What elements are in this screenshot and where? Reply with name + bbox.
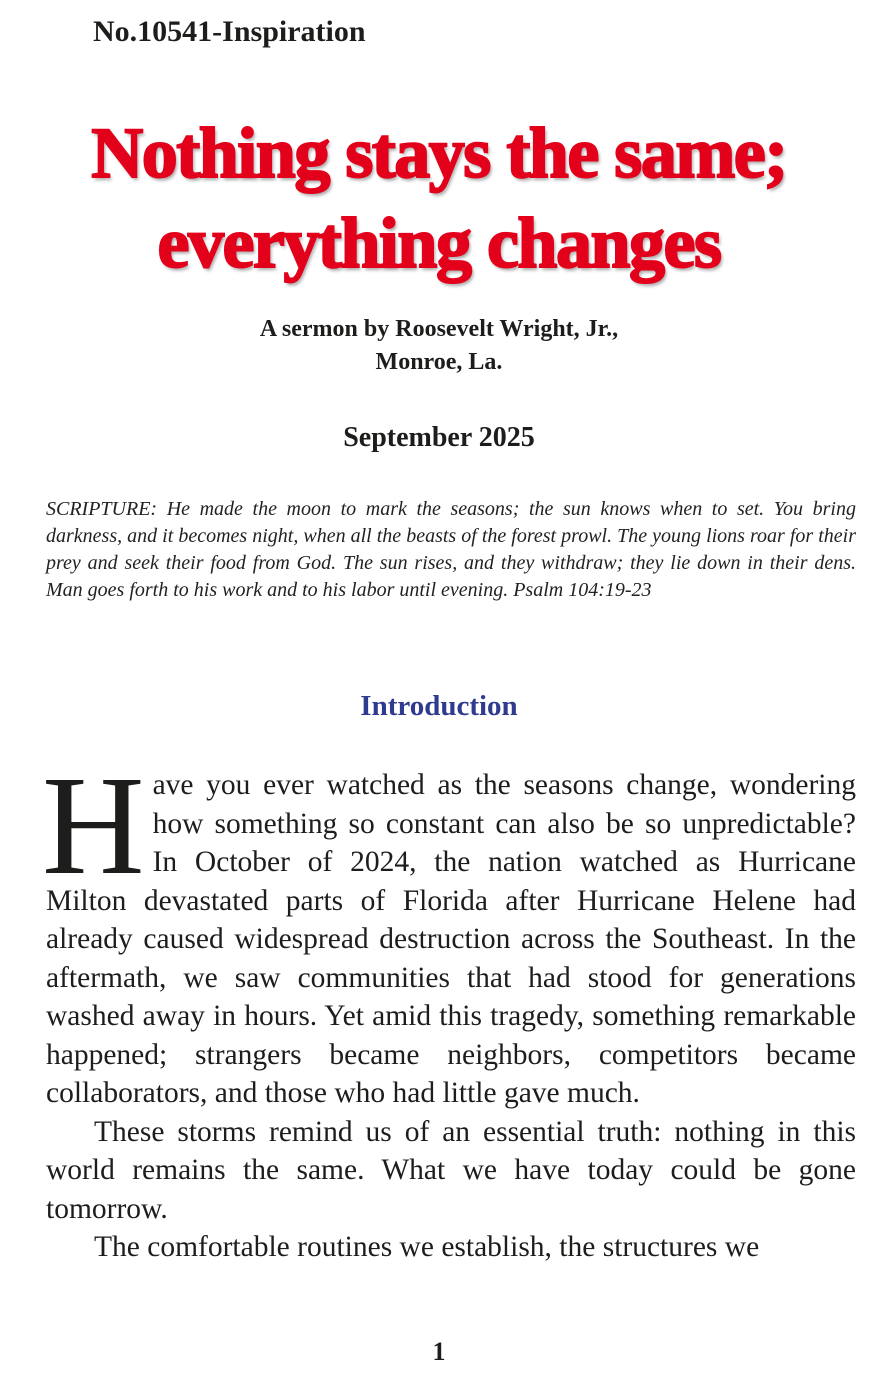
document-number: No.10541-Inspiration: [93, 15, 366, 48]
paragraph-text: ave you ever watched as the seasons change, wondering how something so constant can also be so unpredictable? In October of 2024, the nation watched as Hurricane Milton devastated parts of Florida after Hurricane Helene had already caused widespread destruction across the Southeast. In the aftermath, we saw communities that had stood for generations washed away in hours. Yet amid this tragedy, something remarkable happened; strangers became neighbors, competitors became collaborators, and those who had little gave much.: [46, 769, 856, 1109]
sermon-date: September 2025: [343, 422, 535, 453]
page-number: 1: [432, 1337, 446, 1366]
body-paragraph: The comfortable routines we establish, the structures we: [94, 1231, 760, 1263]
scripture-passage: SCRIPTURE: He made the moon to mark the seasons; the sun knows when to set. You bring darkness, and it becomes night, when all the beasts of the forest prowl. The young lions roar for their prey and seek their food from God. The sun rises, and they withdraw; they lie down in their dens. Man goes forth to his work and to his labor until evening. Psalm 104:19-23: [46, 498, 856, 601]
body-paragraph: These storms remind us of an essential truth: nothing in this world remains the same. What we have today could be gone tomorrow.: [46, 1115, 856, 1225]
author-line: A sermon by Roosevelt Wright, Jr.,: [259, 316, 619, 342]
sermon-title: [0, 108, 878, 288]
title-line-2: everything changes: [157, 203, 721, 283]
sermon-body: [42, 746, 856, 1267]
byline: [0, 313, 878, 379]
author-location: Monroe, La.: [375, 349, 503, 375]
section-heading: Introduction: [360, 690, 518, 722]
drop-cap: H: [42, 746, 145, 904]
body-paragraph: [42, 746, 856, 1113]
title-line-1: Nothing stays the same;: [91, 113, 787, 193]
